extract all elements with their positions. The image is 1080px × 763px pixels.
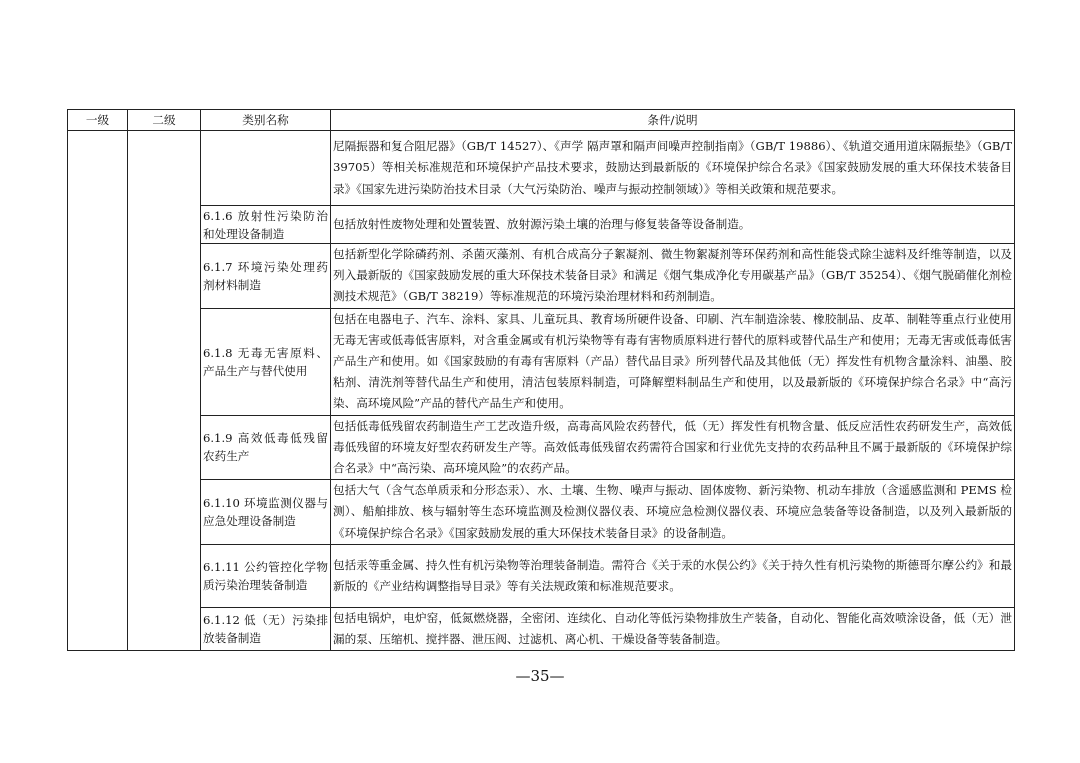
category-name-cell <box>201 131 331 206</box>
level-1-cell <box>68 131 128 651</box>
condition-cell: 尼隔振器和复合阻尼器》（GB/T 14527）、《声学 隔声罩和隔声间噪声控制指南》（GB/T 19886）、《轨道交通用道床隔振垫》（GB/T 39705）等相关标准规范和环境保护产品技术要求，鼓励达到最新版的《环境保护综合名录》《国家鼓励发展的重大环保技术装备目录》《国家先进污染防治技术目录（大气污染防治、噪声与振动控制领域）》等相关政策和规范要求。 <box>331 131 1015 206</box>
table-row <box>68 415 1015 480</box>
category-table <box>67 109 1015 651</box>
condition-cell: 包括低毒低残留农药制造生产工艺改造升级，高毒高风险农药替代，低（无）挥发性有机物含量、低反应活性农药研发生产，高效低毒低残留的环境友好型农药研发生产等。高效低毒低残留农药需符合国家和行业优先支持的农药品种且不属于最新版的《环境保护综合名录》中“高污染、高环境风险”的农药产品。 <box>331 415 1015 480</box>
category-name-cell: 6.1.10 环境监测仪器与应急处理设备制造 <box>201 480 331 545</box>
table-row <box>68 544 1015 607</box>
condition-cell: 包括在电器电子、汽车、涂料、家具、儿童玩具、教育场所硬件设备、印刷、汽车制造涂装、橡胶制品、皮革、制鞋等重点行业使用无毒无害或低毒低害原料，对含重金属或有机污染物等有毒有害物质原料进行替代的原料或替代品生产和使用；无毒无害或低毒低害产品生产和使用。如《国家鼓励的有毒有害原料（产品）替代品目录》所列替代品及其他低（无）挥发性有机物含量涂料、油墨、胶粘剂、清洗剂等替代品生产和使用，清洁包装原料制造，可降解塑料制品生产和使用，以及最新版的《环境保护综合名录》中“高污染、高环境风险”产品的替代产品生产和使用。 <box>331 308 1015 415</box>
table-row <box>68 206 1015 244</box>
condition-cell: 包括新型化学除磷药剂、杀菌灭藻剂、有机合成高分子絮凝剂、微生物絮凝剂等环保药剂和高性能袋式除尘滤料及纤维等制造，以及列入最新版的《国家鼓励发展的重大环保技术装备目录》和满足《烟气集成净化专用碳基产品》（GB/T 35254）、《烟气脱硝催化剂检测技术规范》（GB/T 38219）等标准规范的环境污染治理材料和药剂制造。 <box>331 244 1015 309</box>
condition-cell: 包括大气（含气态单质汞和分形态汞）、水、土壤、生物、噪声与振动、固体废物、新污染物、机动车排放（含遥感监测和 PEMS 检测）、船舶排放、核与辐射等生态环境监测及检测仪器仪表、环境应急检测仪器仪表、环境应急装备等设备制造，以及列入最新版的《环境保护综合名录》《国家鼓励发展的重大环保技术装备目录》的设备制造。 <box>331 480 1015 545</box>
table-row <box>68 244 1015 309</box>
table-row <box>68 607 1015 650</box>
table-row <box>68 131 1015 206</box>
category-name-cell: 6.1.11 公约管控化学物质污染治理装备制造 <box>201 544 331 607</box>
category-name-cell: 6.1.8 无毒无害原料、产品生产与替代使用 <box>201 308 331 415</box>
header-category-name: 类别名称 <box>201 110 331 131</box>
condition-cell: 包括放射性废物处理和处置装置、放射源污染土壤的治理与修复装备等设备制造。 <box>331 206 1015 244</box>
table-header-row <box>68 110 1015 131</box>
level-2-cell <box>128 131 201 651</box>
category-name-cell: 6.1.6 放射性污染防治和处理设备制造 <box>201 206 331 244</box>
header-condition: 条件/说明 <box>331 110 1015 131</box>
table-row <box>68 480 1015 545</box>
condition-cell: 包括电锅炉，电炉窑，低氮燃烧器，全密闭、连续化、自动化等低污染物排放生产装备，自动化、智能化高效喷涂设备，低（无）泄漏的泵、压缩机、搅拌器、泄压阀、过滤机、离心机、干燥设备等装备制造。 <box>331 607 1015 650</box>
table-row <box>68 308 1015 415</box>
header-level-2: 二级 <box>128 110 201 131</box>
page-number: —35— <box>515 667 565 685</box>
category-name-cell: 6.1.7 环境污染处理药剂材料制造 <box>201 244 331 309</box>
condition-cell: 包括汞等重金属、持久性有机污染物等治理装备制造。需符合《关于汞的水俣公约》《关于持久性有机污染物的斯德哥尔摩公约》和最新版的《产业结构调整指导目录》等有关法规政策和标准规范要求。 <box>331 544 1015 607</box>
header-level-1: 一级 <box>68 110 128 131</box>
category-name-cell: 6.1.9 高效低毒低残留农药生产 <box>201 415 331 480</box>
category-name-cell: 6.1.12 低（无）污染排放装备制造 <box>201 607 331 650</box>
